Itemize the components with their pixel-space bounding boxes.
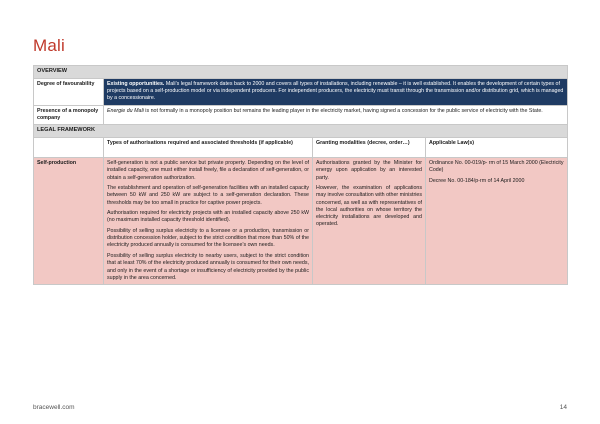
- legal-framework-heading: LEGAL FRAMEWORK: [34, 125, 568, 138]
- favourability-row: [34, 78, 568, 105]
- self-production-laws: [426, 157, 568, 284]
- law-reference: Decree No. 00-184/p-rm of 14 April 2000: [429, 177, 525, 184]
- legal-framework-section-header: [34, 125, 568, 138]
- laws-column-header: Applicable Law(s): [426, 137, 568, 157]
- granting-paragraph: Authorisations granted by the Minister for energy upon application by an interested party.: [316, 159, 422, 181]
- self-production-row: [34, 157, 568, 284]
- monopoly-company-name: Energie du Mali: [107, 107, 144, 114]
- authorisation-paragraph: The establishment and operation of self-generation facilities with an installed capacity between 50 kW and 250 kW are subject to a self-generation declaration. These thresholds may be too small in practice for captive power projects.: [107, 185, 309, 206]
- monopoly-label: Presence of a monopoly company: [34, 105, 104, 125]
- monopoly-row: [34, 105, 568, 125]
- favourability-lead: Existing opportunities.: [107, 80, 165, 87]
- self-production-label: Self-production: [34, 157, 104, 284]
- favourability-label: Degree of favourability: [34, 78, 104, 105]
- footer-website: bracewell.com: [33, 404, 75, 411]
- authorisations-column-header: Types of authorisations required and associated thresholds (if applicable): [104, 137, 313, 157]
- granting-paragraph: However, the examination of applications may involve consultation with other ministries concerned, as well as with representatives of the local authorities on whose territory the electricity installations are developed and operated.: [316, 185, 422, 228]
- granting-column-header: Granting modalities (decree, order…): [313, 137, 426, 157]
- legal-framework-table: [33, 65, 568, 285]
- overview-heading: OVERVIEW: [34, 66, 568, 79]
- page-number: 14: [559, 404, 567, 411]
- monopoly-text: [104, 105, 568, 125]
- favourability-text: [104, 78, 568, 105]
- monopoly-body: is not formally in a monopoly position but remains the leading player in the electricity market, having signed a concession for the public service of electricity with the State.: [143, 107, 543, 114]
- authorisation-paragraph: Possibility of selling surplus electricity to a licensee or a production, transmission or distribution concession holder, subject to the strict condition that more than 50% of the electricity produced annually is consumed for the licensee's own needs.: [107, 227, 309, 249]
- page-title: Mali: [33, 36, 65, 55]
- empty-header-cell: [34, 137, 104, 157]
- favourability-body: Mali's legal framework dates back to 2000 and covers all types of installations, including renewable – it is well established. It enables the development of certain types of projects based on a self-production model or via independent producers. For independent producers, the electricity must transit through the transmission and/or distribution grid, which is managed by a concessionaire.: [107, 80, 564, 102]
- self-production-granting: [313, 157, 426, 284]
- authorisation-paragraph: Authorisation required for electricity projects with an installed capacity above 250 kW (no maximum installed capacity threshold identified).: [107, 210, 309, 224]
- column-header-row: [34, 137, 568, 157]
- law-reference: Ordinance No. 00-019/p- rm of 15 March 2000 (Electricity Code): [429, 159, 564, 174]
- self-production-authorisations: [104, 157, 313, 284]
- authorisation-paragraph: Possibility of selling surplus electricity to nearby users, subject to the strict condition that at least 70% of the electricity produced annually is consumed for their own needs, and only in the event of a shortage or insufficiency of electricity provided by the public supply in the area concerned.: [107, 252, 309, 281]
- overview-section-header: [34, 66, 568, 79]
- authorisation-paragraph: Self-generation is not a public service but private property. Depending on the level of installed capacity, one must either install freely, file a declaration of self-generation, or obtain a self-generation authorization.: [107, 159, 309, 181]
